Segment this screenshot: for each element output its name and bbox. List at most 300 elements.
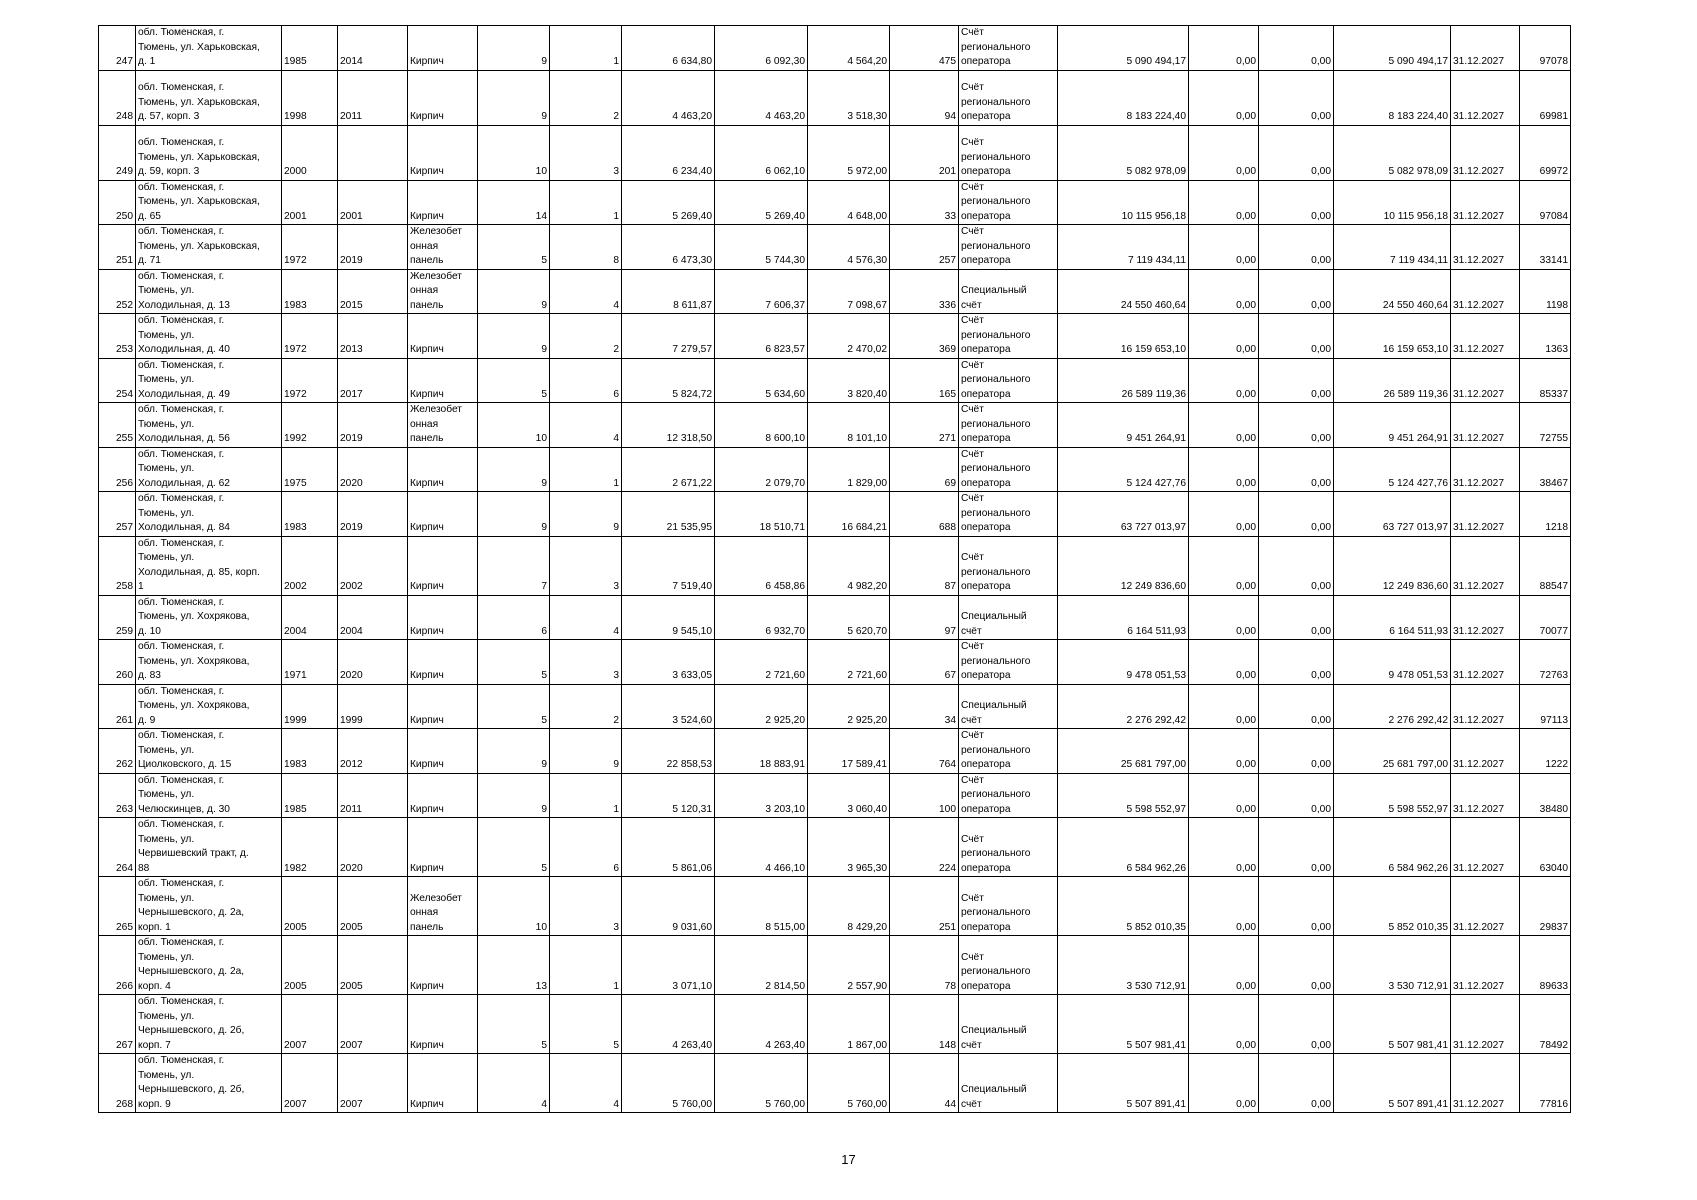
cell-cost-regional: 0,00 bbox=[1259, 70, 1334, 125]
cell-cost-federal: 0,00 bbox=[1189, 447, 1259, 492]
cell-build-year: 2007 bbox=[282, 995, 338, 1054]
table-row bbox=[99, 995, 1571, 1054]
cell-cost-regional: 0,00 bbox=[1259, 269, 1334, 314]
cell-cost-owners: 5 090 494,17 bbox=[1334, 26, 1451, 71]
cell-row-number: 251 bbox=[99, 225, 136, 270]
cell-repair-year: 2007 bbox=[338, 1054, 408, 1113]
cell-cost-regional: 0,00 bbox=[1259, 314, 1334, 359]
cell-fund-method: Счёт регионального оператора bbox=[959, 125, 1058, 180]
cell-residents: 34 bbox=[890, 684, 959, 729]
cell-residents: 475 bbox=[890, 26, 959, 71]
cell-fund-method: Счёт регионального оператора bbox=[959, 358, 1058, 403]
cell-entrances: 2 bbox=[550, 314, 622, 359]
cell-premises-area: 5 269,40 bbox=[715, 180, 808, 225]
cell-premises-area: 2 079,70 bbox=[715, 447, 808, 492]
cell-total-area: 8 611,87 bbox=[622, 269, 715, 314]
cell-premises-area: 8 600,10 bbox=[715, 403, 808, 448]
cell-residents: 94 bbox=[890, 70, 959, 125]
cell-total-cost: 8 183 224,40 bbox=[1058, 70, 1189, 125]
cell-wall-material: Железобет онная панель bbox=[408, 225, 478, 270]
cell-floors: 5 bbox=[478, 818, 550, 877]
cell-cost-regional: 0,00 bbox=[1259, 684, 1334, 729]
cell-fund-method: Специальный счёт bbox=[959, 684, 1058, 729]
cell-premises-area: 4 466,10 bbox=[715, 818, 808, 877]
cell-address: обл. Тюменская, г. Тюмень, ул. Червишевский тракт, д. 88 bbox=[136, 818, 282, 877]
cell-deadline: 31.12.2027 bbox=[1451, 877, 1520, 936]
cell-deadline: 31.12.2027 bbox=[1451, 314, 1520, 359]
cell-fund-method: Счёт регионального оператора bbox=[959, 877, 1058, 936]
cell-cost-owners: 3 530 712,91 bbox=[1334, 936, 1451, 995]
cell-build-year: 1972 bbox=[282, 314, 338, 359]
cell-cost-regional: 0,00 bbox=[1259, 447, 1334, 492]
cell-row-number: 261 bbox=[99, 684, 136, 729]
cell-entrances: 9 bbox=[550, 492, 622, 537]
cell-fund-method: Счёт регионального оператора bbox=[959, 225, 1058, 270]
cell-build-year: 1983 bbox=[282, 492, 338, 537]
cell-total-area: 9 545,10 bbox=[622, 595, 715, 640]
cell-cost-federal: 0,00 bbox=[1189, 936, 1259, 995]
cell-row-number: 266 bbox=[99, 936, 136, 995]
cell-building-id: 1218 bbox=[1520, 492, 1571, 537]
cell-build-year: 2002 bbox=[282, 536, 338, 595]
cell-cost-owners: 2 276 292,42 bbox=[1334, 684, 1451, 729]
cell-cost-owners: 5 082 978,09 bbox=[1334, 125, 1451, 180]
cell-cost-owners: 5 507 891,41 bbox=[1334, 1054, 1451, 1113]
cell-build-year: 2001 bbox=[282, 180, 338, 225]
cell-residential-area: 5 972,00 bbox=[808, 125, 890, 180]
cell-address: обл. Тюменская, г. Тюмень, ул. Циолковского, д. 15 bbox=[136, 729, 282, 774]
cell-total-cost: 6 164 511,93 bbox=[1058, 595, 1189, 640]
cell-total-cost: 26 589 119,36 bbox=[1058, 358, 1189, 403]
cell-repair-year: 2020 bbox=[338, 640, 408, 685]
cell-residents: 69 bbox=[890, 447, 959, 492]
cell-total-area: 5 120,31 bbox=[622, 773, 715, 818]
cell-address: обл. Тюменская, г. Тюмень, ул. Харьковская, д. 71 bbox=[136, 225, 282, 270]
cell-premises-area: 6 932,70 bbox=[715, 595, 808, 640]
cell-address: обл. Тюменская, г. Тюмень, ул. Холодильная, д. 56 bbox=[136, 403, 282, 448]
cell-total-area: 2 671,22 bbox=[622, 447, 715, 492]
cell-fund-method: Специальный счёт bbox=[959, 595, 1058, 640]
cell-total-area: 5 824,72 bbox=[622, 358, 715, 403]
table-row bbox=[99, 26, 1571, 71]
cell-residents: 201 bbox=[890, 125, 959, 180]
cell-cost-owners: 9 478 051,53 bbox=[1334, 640, 1451, 685]
cell-floors: 5 bbox=[478, 640, 550, 685]
cell-floors: 9 bbox=[478, 26, 550, 71]
cell-building-id: 69972 bbox=[1520, 125, 1571, 180]
cell-address: обл. Тюменская, г. Тюмень, ул. Холодильная, д. 13 bbox=[136, 269, 282, 314]
cell-total-area: 6 234,40 bbox=[622, 125, 715, 180]
cell-entrances: 9 bbox=[550, 729, 622, 774]
cell-residential-area: 2 721,60 bbox=[808, 640, 890, 685]
cell-cost-owners: 5 852 010,35 bbox=[1334, 877, 1451, 936]
cell-building-id: 38480 bbox=[1520, 773, 1571, 818]
cell-entrances: 3 bbox=[550, 877, 622, 936]
cell-entrances: 3 bbox=[550, 640, 622, 685]
cell-address: обл. Тюменская, г. Тюмень, ул. Харьковская, д. 1 bbox=[136, 26, 282, 71]
cell-row-number: 253 bbox=[99, 314, 136, 359]
cell-fund-method: Счёт регионального оператора bbox=[959, 818, 1058, 877]
cell-premises-area: 6 092,30 bbox=[715, 26, 808, 71]
cell-residential-area: 1 829,00 bbox=[808, 447, 890, 492]
cell-total-area: 12 318,50 bbox=[622, 403, 715, 448]
cell-floors: 9 bbox=[478, 269, 550, 314]
cell-fund-method: Счёт регионального оператора bbox=[959, 536, 1058, 595]
cell-building-id: 77816 bbox=[1520, 1054, 1571, 1113]
cell-premises-area: 2 814,50 bbox=[715, 936, 808, 995]
table-row bbox=[99, 269, 1571, 314]
cell-cost-owners: 10 115 956,18 bbox=[1334, 180, 1451, 225]
cell-premises-area: 18 510,71 bbox=[715, 492, 808, 537]
cell-cost-federal: 0,00 bbox=[1189, 70, 1259, 125]
cell-repair-year: 1999 bbox=[338, 684, 408, 729]
cell-total-area: 3 071,10 bbox=[622, 936, 715, 995]
cell-residential-area: 4 576,30 bbox=[808, 225, 890, 270]
cell-fund-method: Счёт регионального оператора bbox=[959, 447, 1058, 492]
cell-fund-method: Счёт регионального оператора bbox=[959, 180, 1058, 225]
cell-residential-area: 4 982,20 bbox=[808, 536, 890, 595]
cell-deadline: 31.12.2027 bbox=[1451, 26, 1520, 71]
cell-row-number: 254 bbox=[99, 358, 136, 403]
housing-register-table bbox=[98, 25, 1571, 1113]
cell-residents: 165 bbox=[890, 358, 959, 403]
table-row bbox=[99, 403, 1571, 448]
cell-floors: 6 bbox=[478, 595, 550, 640]
cell-wall-material: Кирпич bbox=[408, 773, 478, 818]
cell-fund-method: Счёт регионального оператора bbox=[959, 70, 1058, 125]
cell-entrances: 6 bbox=[550, 818, 622, 877]
cell-repair-year: 2011 bbox=[338, 773, 408, 818]
cell-address: обл. Тюменская, г. Тюмень, ул. Харьковская, д. 57, корп. 3 bbox=[136, 70, 282, 125]
cell-cost-federal: 0,00 bbox=[1189, 684, 1259, 729]
cell-cost-regional: 0,00 bbox=[1259, 26, 1334, 71]
cell-fund-method: Счёт регионального оператора bbox=[959, 314, 1058, 359]
cell-premises-area: 6 823,57 bbox=[715, 314, 808, 359]
cell-build-year: 2005 bbox=[282, 877, 338, 936]
cell-total-area: 21 535,95 bbox=[622, 492, 715, 537]
cell-fund-method: Счёт регионального оператора bbox=[959, 403, 1058, 448]
cell-build-year: 1983 bbox=[282, 269, 338, 314]
cell-residents: 257 bbox=[890, 225, 959, 270]
cell-build-year: 1982 bbox=[282, 818, 338, 877]
cell-cost-federal: 0,00 bbox=[1189, 1054, 1259, 1113]
cell-cost-owners: 24 550 460,64 bbox=[1334, 269, 1451, 314]
cell-entrances: 3 bbox=[550, 125, 622, 180]
cell-residents: 764 bbox=[890, 729, 959, 774]
cell-cost-owners: 25 681 797,00 bbox=[1334, 729, 1451, 774]
cell-cost-owners: 6 584 962,26 bbox=[1334, 818, 1451, 877]
cell-total-cost: 5 082 978,09 bbox=[1058, 125, 1189, 180]
table-row bbox=[99, 818, 1571, 877]
cell-entrances: 4 bbox=[550, 403, 622, 448]
cell-cost-regional: 0,00 bbox=[1259, 358, 1334, 403]
cell-premises-area: 7 606,37 bbox=[715, 269, 808, 314]
cell-repair-year: 2020 bbox=[338, 447, 408, 492]
cell-deadline: 31.12.2027 bbox=[1451, 180, 1520, 225]
cell-total-cost: 12 249 836,60 bbox=[1058, 536, 1189, 595]
cell-cost-regional: 0,00 bbox=[1259, 492, 1334, 537]
cell-deadline: 31.12.2027 bbox=[1451, 70, 1520, 125]
cell-repair-year: 2012 bbox=[338, 729, 408, 774]
cell-residential-area: 1 867,00 bbox=[808, 995, 890, 1054]
cell-cost-federal: 0,00 bbox=[1189, 358, 1259, 403]
cell-cost-regional: 0,00 bbox=[1259, 773, 1334, 818]
cell-building-id: 69981 bbox=[1520, 70, 1571, 125]
cell-residents: 271 bbox=[890, 403, 959, 448]
cell-building-id: 97084 bbox=[1520, 180, 1571, 225]
cell-cost-owners: 5 124 427,76 bbox=[1334, 447, 1451, 492]
cell-total-cost: 6 584 962,26 bbox=[1058, 818, 1189, 877]
cell-total-cost: 3 530 712,91 bbox=[1058, 936, 1189, 995]
cell-residential-area: 2 470,02 bbox=[808, 314, 890, 359]
cell-repair-year: 2004 bbox=[338, 595, 408, 640]
cell-cost-regional: 0,00 bbox=[1259, 403, 1334, 448]
cell-row-number: 257 bbox=[99, 492, 136, 537]
cell-entrances: 2 bbox=[550, 684, 622, 729]
cell-wall-material: Железобет онная панель bbox=[408, 269, 478, 314]
cell-row-number: 250 bbox=[99, 180, 136, 225]
cell-residential-area: 2 557,90 bbox=[808, 936, 890, 995]
cell-premises-area: 4 263,40 bbox=[715, 995, 808, 1054]
cell-total-area: 7 519,40 bbox=[622, 536, 715, 595]
cell-entrances: 3 bbox=[550, 536, 622, 595]
cell-repair-year bbox=[338, 125, 408, 180]
cell-fund-method: Специальный счёт bbox=[959, 269, 1058, 314]
cell-residential-area: 7 098,67 bbox=[808, 269, 890, 314]
cell-deadline: 31.12.2027 bbox=[1451, 125, 1520, 180]
cell-repair-year: 2020 bbox=[338, 818, 408, 877]
cell-cost-owners: 9 451 264,91 bbox=[1334, 403, 1451, 448]
cell-floors: 7 bbox=[478, 536, 550, 595]
cell-row-number: 252 bbox=[99, 269, 136, 314]
table-row bbox=[99, 180, 1571, 225]
cell-address: обл. Тюменская, г. Тюмень, ул. Хохрякова, д. 9 bbox=[136, 684, 282, 729]
cell-cost-federal: 0,00 bbox=[1189, 125, 1259, 180]
cell-total-cost: 24 550 460,64 bbox=[1058, 269, 1189, 314]
cell-floors: 5 bbox=[478, 995, 550, 1054]
cell-deadline: 31.12.2027 bbox=[1451, 936, 1520, 995]
cell-residential-area: 8 101,10 bbox=[808, 403, 890, 448]
cell-residents: 148 bbox=[890, 995, 959, 1054]
cell-total-area: 4 263,40 bbox=[622, 995, 715, 1054]
cell-entrances: 4 bbox=[550, 595, 622, 640]
cell-residents: 688 bbox=[890, 492, 959, 537]
cell-cost-regional: 0,00 bbox=[1259, 995, 1334, 1054]
cell-floors: 5 bbox=[478, 225, 550, 270]
cell-entrances: 1 bbox=[550, 773, 622, 818]
cell-address: обл. Тюменская, г. Тюмень, ул. Холодильная, д. 49 bbox=[136, 358, 282, 403]
cell-repair-year: 2011 bbox=[338, 70, 408, 125]
cell-deadline: 31.12.2027 bbox=[1451, 1054, 1520, 1113]
cell-build-year: 2005 bbox=[282, 936, 338, 995]
cell-premises-area: 5 744,30 bbox=[715, 225, 808, 270]
cell-residential-area: 17 589,41 bbox=[808, 729, 890, 774]
cell-building-id: 29837 bbox=[1520, 877, 1571, 936]
table-body bbox=[99, 26, 1571, 1113]
table-row bbox=[99, 447, 1571, 492]
cell-repair-year: 2014 bbox=[338, 26, 408, 71]
cell-deadline: 31.12.2027 bbox=[1451, 729, 1520, 774]
cell-row-number: 267 bbox=[99, 995, 136, 1054]
cell-total-cost: 7 119 434,11 bbox=[1058, 225, 1189, 270]
cell-entrances: 2 bbox=[550, 70, 622, 125]
cell-premises-area: 18 883,91 bbox=[715, 729, 808, 774]
cell-residential-area: 3 060,40 bbox=[808, 773, 890, 818]
cell-floors: 4 bbox=[478, 1054, 550, 1113]
cell-build-year: 1985 bbox=[282, 26, 338, 71]
cell-build-year: 1999 bbox=[282, 684, 338, 729]
cell-cost-regional: 0,00 bbox=[1259, 640, 1334, 685]
cell-cost-federal: 0,00 bbox=[1189, 995, 1259, 1054]
cell-address: обл. Тюменская, г. Тюмень, ул. Чернышевского, д. 2а, корп. 1 bbox=[136, 877, 282, 936]
cell-wall-material: Кирпич bbox=[408, 314, 478, 359]
cell-cost-federal: 0,00 bbox=[1189, 403, 1259, 448]
cell-residential-area: 3 518,30 bbox=[808, 70, 890, 125]
cell-building-id: 1198 bbox=[1520, 269, 1571, 314]
cell-total-area: 4 463,20 bbox=[622, 70, 715, 125]
cell-building-id: 88547 bbox=[1520, 536, 1571, 595]
cell-entrances: 8 bbox=[550, 225, 622, 270]
cell-building-id: 1222 bbox=[1520, 729, 1571, 774]
table-row bbox=[99, 314, 1571, 359]
cell-wall-material: Кирпич bbox=[408, 640, 478, 685]
cell-cost-federal: 0,00 bbox=[1189, 269, 1259, 314]
table-row bbox=[99, 936, 1571, 995]
table-row bbox=[99, 125, 1571, 180]
page-number: 17 bbox=[841, 1152, 856, 1167]
cell-building-id: 72755 bbox=[1520, 403, 1571, 448]
cell-wall-material: Кирпич bbox=[408, 729, 478, 774]
cell-building-id: 97078 bbox=[1520, 26, 1571, 71]
table-row bbox=[99, 773, 1571, 818]
cell-residents: 251 bbox=[890, 877, 959, 936]
cell-wall-material: Кирпич bbox=[408, 684, 478, 729]
cell-repair-year: 2005 bbox=[338, 936, 408, 995]
cell-total-area: 5 269,40 bbox=[622, 180, 715, 225]
cell-premises-area: 2 721,60 bbox=[715, 640, 808, 685]
cell-residential-area: 16 684,21 bbox=[808, 492, 890, 537]
cell-repair-year: 2015 bbox=[338, 269, 408, 314]
cell-total-area: 5 760,00 bbox=[622, 1054, 715, 1113]
cell-residents: 78 bbox=[890, 936, 959, 995]
cell-total-area: 7 279,57 bbox=[622, 314, 715, 359]
cell-row-number: 262 bbox=[99, 729, 136, 774]
cell-cost-regional: 0,00 bbox=[1259, 536, 1334, 595]
table-row bbox=[99, 1054, 1571, 1113]
table-row bbox=[99, 595, 1571, 640]
cell-build-year: 1972 bbox=[282, 358, 338, 403]
cell-wall-material: Кирпич bbox=[408, 492, 478, 537]
cell-deadline: 31.12.2027 bbox=[1451, 818, 1520, 877]
cell-total-area: 9 031,60 bbox=[622, 877, 715, 936]
cell-residents: 44 bbox=[890, 1054, 959, 1113]
cell-total-cost: 9 478 051,53 bbox=[1058, 640, 1189, 685]
cell-row-number: 265 bbox=[99, 877, 136, 936]
cell-deadline: 31.12.2027 bbox=[1451, 492, 1520, 537]
cell-residential-area: 3 965,30 bbox=[808, 818, 890, 877]
cell-repair-year: 2019 bbox=[338, 492, 408, 537]
cell-wall-material: Кирпич bbox=[408, 447, 478, 492]
cell-cost-federal: 0,00 bbox=[1189, 492, 1259, 537]
cell-residential-area: 3 820,40 bbox=[808, 358, 890, 403]
cell-total-cost: 5 124 427,76 bbox=[1058, 447, 1189, 492]
cell-entrances: 1 bbox=[550, 180, 622, 225]
cell-building-id: 72763 bbox=[1520, 640, 1571, 685]
cell-row-number: 259 bbox=[99, 595, 136, 640]
cell-building-id: 70077 bbox=[1520, 595, 1571, 640]
cell-repair-year: 2019 bbox=[338, 225, 408, 270]
cell-row-number: 258 bbox=[99, 536, 136, 595]
cell-floors: 9 bbox=[478, 314, 550, 359]
cell-cost-federal: 0,00 bbox=[1189, 180, 1259, 225]
cell-deadline: 31.12.2027 bbox=[1451, 269, 1520, 314]
cell-deadline: 31.12.2027 bbox=[1451, 358, 1520, 403]
cell-address: обл. Тюменская, г. Тюмень, ул. Челюскинцев, д. 30 bbox=[136, 773, 282, 818]
cell-total-cost: 5 090 494,17 bbox=[1058, 26, 1189, 71]
cell-wall-material: Кирпич bbox=[408, 936, 478, 995]
cell-floors: 14 bbox=[478, 180, 550, 225]
cell-total-cost: 5 852 010,35 bbox=[1058, 877, 1189, 936]
cell-address: обл. Тюменская, г. Тюмень, ул. Чернышевского, д. 2б, корп. 7 bbox=[136, 995, 282, 1054]
cell-premises-area: 6 062,10 bbox=[715, 125, 808, 180]
cell-premises-area: 8 515,00 bbox=[715, 877, 808, 936]
cell-address: обл. Тюменская, г. Тюмень, ул. Хохрякова, д. 83 bbox=[136, 640, 282, 685]
cell-fund-method: Счёт регионального оператора bbox=[959, 773, 1058, 818]
cell-wall-material: Железобет онная панель bbox=[408, 877, 478, 936]
cell-cost-owners: 7 119 434,11 bbox=[1334, 225, 1451, 270]
cell-residents: 100 bbox=[890, 773, 959, 818]
table-row bbox=[99, 684, 1571, 729]
cell-entrances: 4 bbox=[550, 1054, 622, 1113]
cell-build-year: 2000 bbox=[282, 125, 338, 180]
cell-build-year: 1985 bbox=[282, 773, 338, 818]
cell-cost-federal: 0,00 bbox=[1189, 536, 1259, 595]
cell-deadline: 31.12.2027 bbox=[1451, 684, 1520, 729]
cell-wall-material: Кирпич bbox=[408, 818, 478, 877]
cell-total-area: 3 633,05 bbox=[622, 640, 715, 685]
cell-residential-area: 4 564,20 bbox=[808, 26, 890, 71]
cell-residential-area: 5 620,70 bbox=[808, 595, 890, 640]
cell-wall-material: Кирпич bbox=[408, 26, 478, 71]
cell-floors: 9 bbox=[478, 729, 550, 774]
cell-building-id: 38467 bbox=[1520, 447, 1571, 492]
cell-total-cost: 5 598 552,97 bbox=[1058, 773, 1189, 818]
cell-repair-year: 2017 bbox=[338, 358, 408, 403]
cell-residential-area: 8 429,20 bbox=[808, 877, 890, 936]
cell-wall-material: Железобет онная панель bbox=[408, 403, 478, 448]
table-row bbox=[99, 640, 1571, 685]
cell-residents: 67 bbox=[890, 640, 959, 685]
cell-total-area: 6 634,80 bbox=[622, 26, 715, 71]
cell-premises-area: 6 458,86 bbox=[715, 536, 808, 595]
cell-wall-material: Кирпич bbox=[408, 358, 478, 403]
cell-cost-federal: 0,00 bbox=[1189, 314, 1259, 359]
cell-wall-material: Кирпич bbox=[408, 125, 478, 180]
cell-building-id: 78492 bbox=[1520, 995, 1571, 1054]
cell-row-number: 263 bbox=[99, 773, 136, 818]
cell-address: обл. Тюменская, г. Тюмень, ул. Холодильная, д. 62 bbox=[136, 447, 282, 492]
cell-cost-regional: 0,00 bbox=[1259, 936, 1334, 995]
cell-deadline: 31.12.2027 bbox=[1451, 225, 1520, 270]
cell-cost-owners: 26 589 119,36 bbox=[1334, 358, 1451, 403]
cell-wall-material: Кирпич bbox=[408, 70, 478, 125]
cell-fund-method: Счёт регионального оператора bbox=[959, 936, 1058, 995]
cell-cost-federal: 0,00 bbox=[1189, 26, 1259, 71]
cell-cost-owners: 5 507 981,41 bbox=[1334, 995, 1451, 1054]
cell-cost-regional: 0,00 bbox=[1259, 818, 1334, 877]
cell-residents: 97 bbox=[890, 595, 959, 640]
cell-build-year: 1998 bbox=[282, 70, 338, 125]
